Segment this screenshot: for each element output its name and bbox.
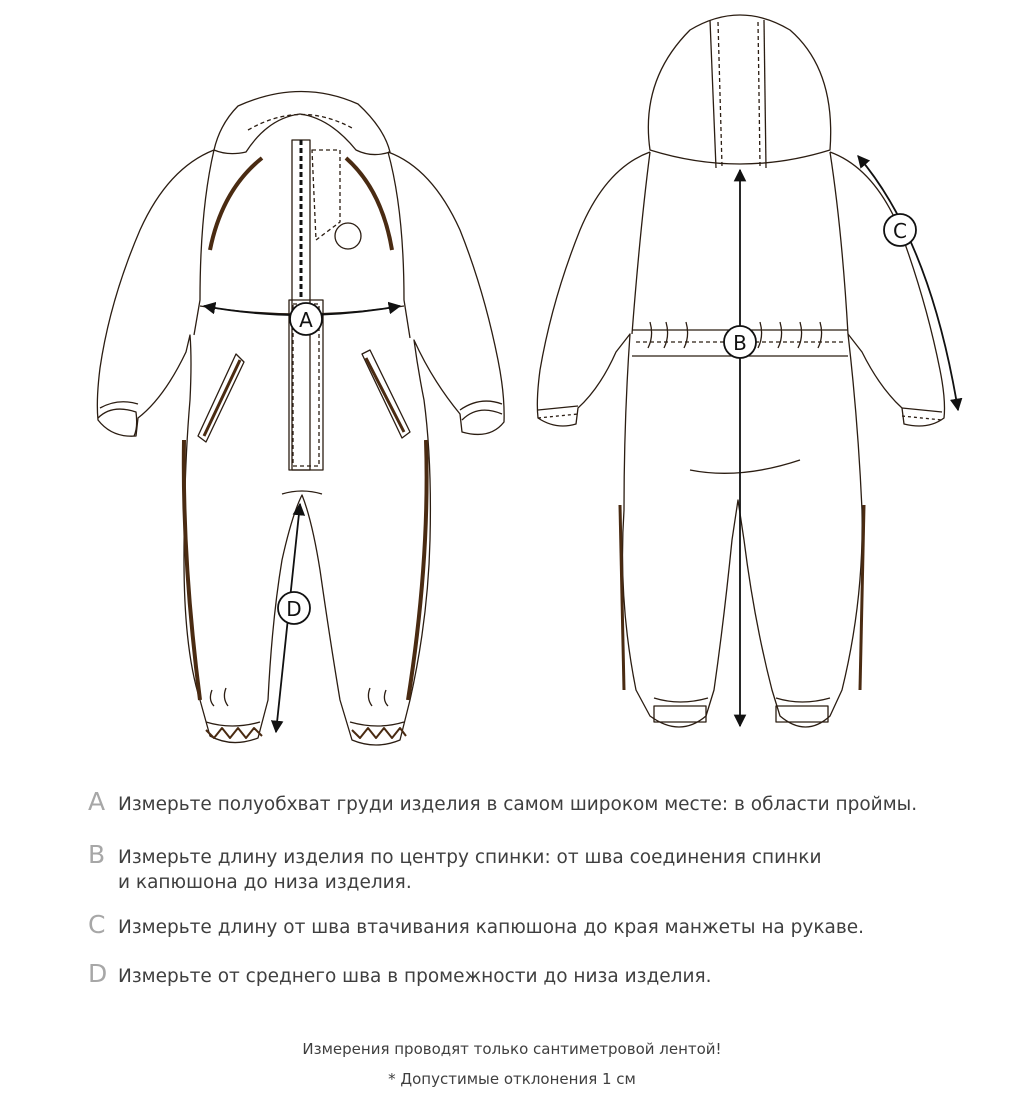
instruction-letter: A xyxy=(88,787,106,816)
back-overall-drawing xyxy=(537,15,944,727)
back-hood xyxy=(648,15,830,164)
chest-emblem xyxy=(335,223,361,249)
footer-tolerance: * Допустимые отклонения 1 см xyxy=(388,1070,636,1088)
marker-d xyxy=(278,592,310,624)
svg-text:D: D xyxy=(286,597,302,621)
marker-c xyxy=(884,214,916,246)
marker-b xyxy=(724,326,756,358)
instruction-text: Измерьте полуобхват груди изделия в самом широком месте: в области проймы. xyxy=(118,794,918,815)
instruction-text: Измерьте от среднего шва в промежности до низа изделия. xyxy=(118,966,712,987)
back-body-outline xyxy=(537,152,944,727)
instruction-letter: C xyxy=(88,910,106,939)
instruction-text: Измерьте длину от шва втачивания капюшона до края манжеты на рукаве. xyxy=(118,917,864,938)
instruction-letter: B xyxy=(88,840,106,869)
instruction-letter: D xyxy=(88,959,108,988)
svg-text:A: A xyxy=(299,308,313,332)
marker-a xyxy=(290,303,322,335)
svg-text:B: B xyxy=(733,331,747,355)
svg-text:C: C xyxy=(893,219,907,243)
instruction-text: Измерьте длину изделия по центру спинки: от шва соединения спинки и капюшона до низа изделия. xyxy=(118,847,822,893)
front-overall-drawing xyxy=(97,91,504,745)
front-hood xyxy=(214,91,390,154)
footer-note: Измерения проводят только сантиметровой лентой! xyxy=(302,1040,722,1058)
